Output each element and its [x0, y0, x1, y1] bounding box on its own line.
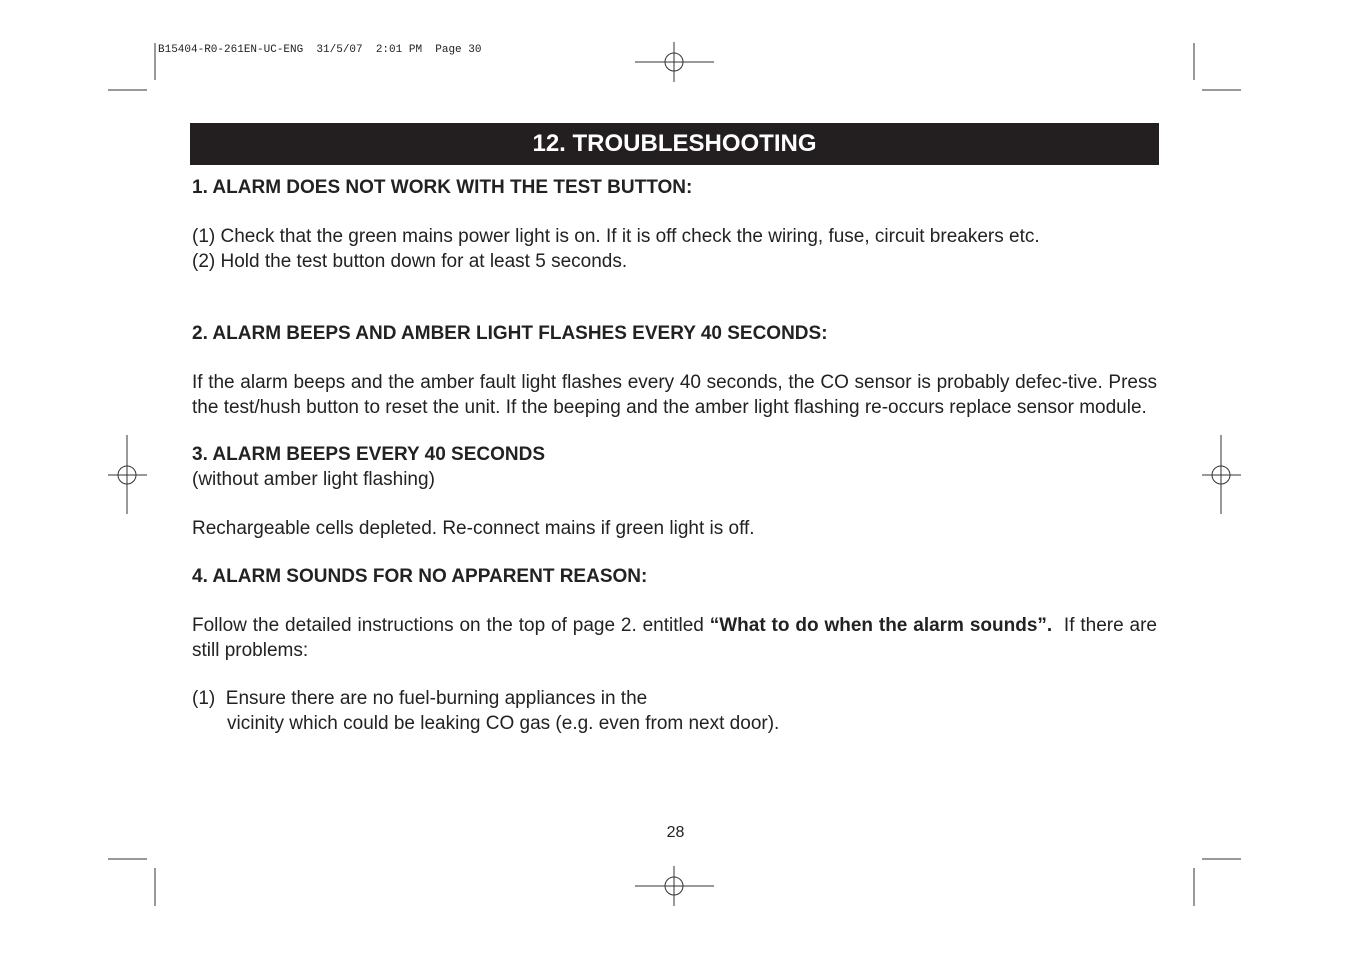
section-4-body-text: Follow the detailed instructions on the top of page 2. entitled: [192, 615, 710, 636]
section-3-body: Rechargeable cells depleted. Re-connect mains if green light is off.: [192, 517, 755, 539]
section-3-subheading: (without amber light flashing): [192, 468, 435, 490]
troubleshooting-content: [192, 176, 1163, 736]
section-1-line-2: (2) Hold the test button down for at least 5 seconds.: [192, 250, 628, 272]
section-4-heading: 4. ALARM SOUNDS FOR NO APPARENT REASON:: [192, 566, 648, 587]
section-1-heading: 1. ALARM DOES NOT WORK WITH THE TEST BUTTON:: [192, 177, 693, 198]
page-title-banner: [190, 123, 1159, 165]
section-4-body: [192, 614, 1163, 663]
print-slug: B15404-R0-261EN-UC-ENG 31/5/07 2:01 PM Page 30: [158, 44, 482, 56]
section-4-item-1-line-1: (1) Ensure there are no fuel-burning appliances in the: [192, 688, 648, 709]
section-4-body-emphasis: “What to do when the alarm sounds”.: [709, 615, 1053, 636]
section-2-body: If the alarm beeps and the amber fault light flashes every 40 seconds, the CO sensor is probably defec-tive. Press the test/hush button to reset the unit. If the beeping and the amber light flashing re-occurs replace sensor module.: [192, 372, 1157, 418]
page-title: 12. TROUBLESHOOTING: [532, 130, 817, 157]
section-1-line-1: (1) Check that the green mains power light is on. If it is off check the wiring, fuse, circuit breakers etc.: [192, 226, 1040, 247]
section-4-item-1-line-2: vicinity which could be leaking CO gas (e.g. even from next door).: [227, 712, 780, 734]
page-number: 28: [666, 824, 685, 841]
section-4-body-tail: If there are still problems:: [192, 615, 1163, 661]
section-2-heading: 2. ALARM BEEPS AND AMBER LIGHT FLASHES EVERY 40 SECONDS:: [192, 323, 828, 344]
section-3-heading: 3. ALARM BEEPS EVERY 40 SECONDS: [192, 444, 546, 465]
